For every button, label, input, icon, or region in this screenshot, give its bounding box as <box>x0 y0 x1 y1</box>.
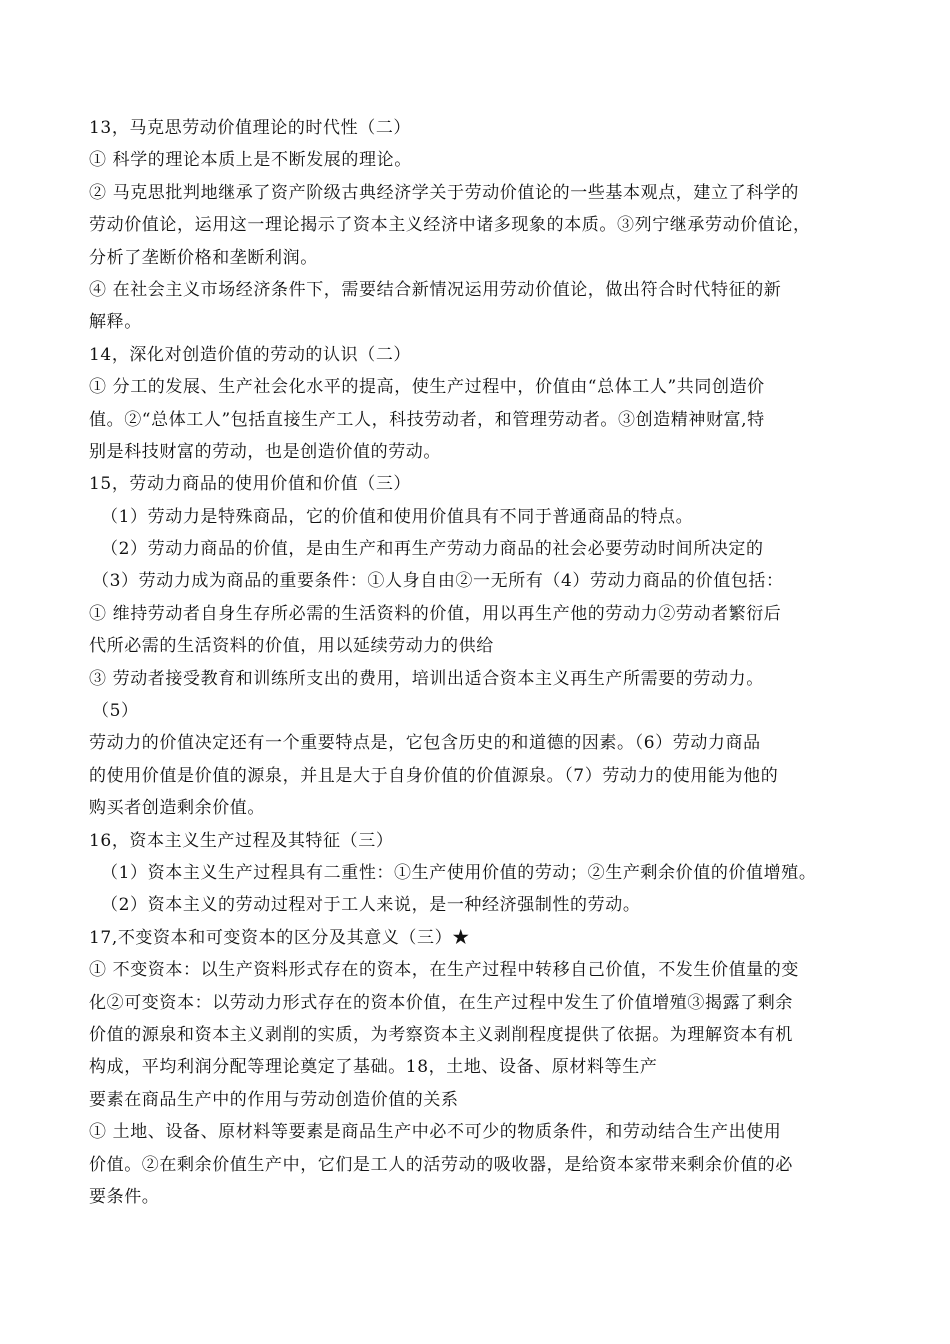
text-line: 购买者创造剩余价值。 <box>89 798 265 819</box>
section-15-heading: 15，劳动力商品的使用价值和价值（三） <box>89 474 412 495</box>
document-body <box>89 112 879 1213</box>
text-line: （1）劳动力是特殊商品，它的价值和使用价值具有不同于普通商品的特点。 <box>101 506 694 527</box>
text-line: ① 维持劳动者自身生存所必需的生活资料的价值，用以再生产他的劳动力②劳动者繁衍后 <box>89 603 782 624</box>
text-line: 劳动价值论，运用这一理论揭示了资本主义经济中诸多现象的本质。③列宁继承劳动价值论， <box>89 215 811 236</box>
text-line: 值。②“总体工人”包括直接生产工人，科技劳动者，和管理劳动者。③创造精神财富,特 <box>89 409 765 430</box>
text-line: 的使用价值是价值的源泉，并且是大于自身价值的价值源泉。（7）劳动力的使用能为他的 <box>89 765 779 786</box>
text-line: 价值的源泉和资本主义剥削的实质，为考察资本主义剥削程度提供了依据。为理解资本有机 <box>89 1024 793 1045</box>
text-line: ① 不变资本：以生产资料形式存在的资本，在生产过程中转移自己价值，不发生价值量的变 <box>89 960 800 981</box>
text-line: 别是科技财富的劳动，也是创造价值的劳动。 <box>89 441 441 462</box>
text-line: 劳动力的价值决定还有一个重要特点是，它包含历史的和道德的因素。（6）劳动力商品 <box>89 733 761 754</box>
text-line: 代所必需的生活资料的价值，用以延续劳动力的供给 <box>89 636 494 657</box>
text-line: ③ 劳动者接受教育和训练所支出的费用，培训出适合资本主义再生产所需要的劳动力。 <box>89 668 764 689</box>
section-18-heading: 要素在商品生产中的作用与劳动创造价值的关系 <box>89 1089 459 1110</box>
text-line: （2）劳动力商品的价值，是由生产和再生产劳动力商品的社会必要劳动时间所决定的 <box>101 539 764 560</box>
text-line: 化②可变资本：以劳动力形式存在的资本价值，在生产过程中发生了价值增殖③揭露了剩余 <box>89 992 793 1013</box>
section-17-heading: 17,不变资本和可变资本的区分及其意义（三）★ <box>89 927 470 948</box>
text-line: （3）劳动力成为商品的重要条件：①人身自由②一无所有（4）劳动力商品的价值包括： <box>92 571 784 592</box>
text-line: ② 马克思批判地继承了资产阶级古典经济学关于劳动价值论的一些基本观点，建立了科学的 <box>89 182 800 203</box>
section-14-heading: 14，深化对创造价值的劳动的认识（二） <box>89 344 412 365</box>
text-line: （1）资本主义生产过程具有二重性：①生产使用价值的劳动；②生产剩余价值的价值增殖。 <box>101 862 817 883</box>
text-line: （2）资本主义的劳动过程对于工人来说，是一种经济强制性的劳动。 <box>101 895 641 916</box>
text-line: ① 分工的发展、生产社会化水平的提高，使生产过程中，价值由“总体工人”共同创造价 <box>89 377 765 398</box>
text-line: 解释。 <box>89 312 142 333</box>
text-line: ① 土地、设备、原材料等要素是商品生产中必不可少的物质条件，和劳动结合生产出使用 <box>89 1122 782 1143</box>
text-line: （5） <box>92 701 139 722</box>
text-line: 价值。②在剩余价值生产中，它们是工人的活劳动的吸收器，是给资本家带来剩余价值的必 <box>89 1154 793 1175</box>
text-line: 要条件。 <box>89 1186 160 1207</box>
section-16-heading: 16，资本主义生产过程及其特征（三） <box>89 830 394 851</box>
section-13-heading: 13，马克思劳动价值理论的时代性（二） <box>89 118 412 138</box>
text-line: 构成，平均利润分配等理论奠定了基础。18，土地、设备、原材料等生产 <box>89 1057 658 1078</box>
text-line: 分析了垄断价格和垄断利润。 <box>89 247 318 268</box>
text-line: ① 科学的理论本质上是不断发展的理论。 <box>89 150 412 171</box>
text-line: ④ 在社会主义市场经济条件下，需要结合新情况运用劳动价值论，做出符合时代特征的新 <box>89 279 782 300</box>
